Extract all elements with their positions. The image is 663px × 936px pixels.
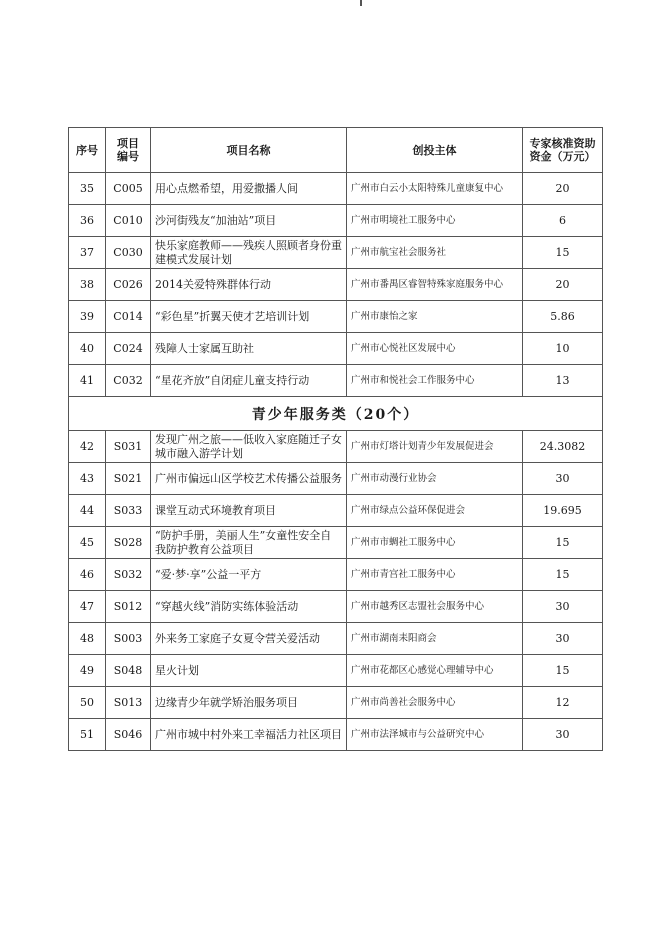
category-row <box>69 397 603 431</box>
row-number: 41 <box>69 365 106 397</box>
table-row <box>69 269 603 301</box>
row-code: C024 <box>106 333 151 365</box>
row-project-name: 用心点燃希望，用爱撒播人间 <box>151 173 347 205</box>
row-organization: 广州市心悦社区发展中心 <box>347 333 523 365</box>
row-organization: 广州市番禺区睿智特殊家庭服务中心 <box>347 269 523 301</box>
row-code: C030 <box>106 237 151 269</box>
row-fund: 15 <box>523 559 603 591</box>
row-number: 46 <box>69 559 106 591</box>
header-org: 创投主体 <box>347 128 523 173</box>
row-project-name: 快乐家庭教师——残疾人照顾者身份重建模式发展计划 <box>151 237 347 269</box>
row-fund: 15 <box>523 655 603 687</box>
row-organization: 广州市航宝社会服务社 <box>347 237 523 269</box>
row-number: 48 <box>69 623 106 655</box>
row-code: S021 <box>106 463 151 495</box>
row-organization: 广州市绿点公益环保促进会 <box>347 495 523 527</box>
row-project-name: 广州市偏远山区学校艺术传播公益服务 <box>151 463 347 495</box>
row-number: 51 <box>69 719 106 751</box>
row-code: S048 <box>106 655 151 687</box>
table-header-row <box>69 128 603 173</box>
header-fund: 专家核准资助资金（万元） <box>523 128 603 173</box>
row-organization: 广州市湖南耒阳商会 <box>347 623 523 655</box>
row-fund: 30 <box>523 463 603 495</box>
row-number: 36 <box>69 205 106 237</box>
row-number: 38 <box>69 269 106 301</box>
row-code: C005 <box>106 173 151 205</box>
row-fund: 12 <box>523 687 603 719</box>
row-project-name: “穿越火线”消防实练体验活动 <box>151 591 347 623</box>
row-organization: 广州市越秀区志盟社会服务中心 <box>347 591 523 623</box>
row-organization: 广州市和悦社会工作服务中心 <box>347 365 523 397</box>
table-row <box>69 591 603 623</box>
table-row <box>69 173 603 205</box>
row-organization: 广州市市蜩社工服务中心 <box>347 527 523 559</box>
row-number: 42 <box>69 431 106 463</box>
table-row <box>69 205 603 237</box>
header-no: 序号 <box>69 128 106 173</box>
row-code: C010 <box>106 205 151 237</box>
row-project-name: 发现广州之旅——低收入家庭随迁子女城市融入游学计划 <box>151 431 347 463</box>
row-code: C032 <box>106 365 151 397</box>
row-fund: 6 <box>523 205 603 237</box>
row-fund: 15 <box>523 237 603 269</box>
row-project-name: “爱·梦·享”公益一平方 <box>151 559 347 591</box>
row-project-name: “星花齐放”自闭症儿童支持行动 <box>151 365 347 397</box>
table-row <box>69 719 603 751</box>
row-organization: 广州市康怡之家 <box>347 301 523 333</box>
table-row <box>69 559 603 591</box>
row-number: 37 <box>69 237 106 269</box>
row-fund: 19.695 <box>523 495 603 527</box>
row-project-name: 课堂互动式环境教育项目 <box>151 495 347 527</box>
table-row <box>69 301 603 333</box>
row-fund: 24.3082 <box>523 431 603 463</box>
row-number: 44 <box>69 495 106 527</box>
table-row <box>69 527 603 559</box>
row-project-name: “防护手册，美丽人生”女童性安全自我防护教育公益项目 <box>151 527 347 559</box>
row-organization: 广州市花都区心感觉心理辅导中心 <box>347 655 523 687</box>
row-code: S031 <box>106 431 151 463</box>
row-code: S046 <box>106 719 151 751</box>
row-number: 49 <box>69 655 106 687</box>
row-project-name: 广州市城中村外来工幸福活力社区项目 <box>151 719 347 751</box>
row-number: 43 <box>69 463 106 495</box>
row-code: S003 <box>106 623 151 655</box>
row-project-name: 边缘青少年就学矫治服务项目 <box>151 687 347 719</box>
row-fund: 15 <box>523 527 603 559</box>
row-code: S032 <box>106 559 151 591</box>
row-code: C026 <box>106 269 151 301</box>
table-row <box>69 431 603 463</box>
row-project-name: 外来务工家庭子女夏令营关爱活动 <box>151 623 347 655</box>
table-row <box>69 237 603 269</box>
row-fund: 30 <box>523 623 603 655</box>
row-number: 50 <box>69 687 106 719</box>
row-organization: 广州市灯塔计划青少年发展促进会 <box>347 431 523 463</box>
header-name: 项目名称 <box>151 128 347 173</box>
row-code: C014 <box>106 301 151 333</box>
header-code: 项目编号 <box>106 128 151 173</box>
row-code: S033 <box>106 495 151 527</box>
row-fund: 20 <box>523 269 603 301</box>
table-row <box>69 687 603 719</box>
row-fund: 10 <box>523 333 603 365</box>
row-code: S012 <box>106 591 151 623</box>
row-project-name: 2014关爱特殊群体行动 <box>151 269 347 301</box>
row-organization: 广州市青宫社工服务中心 <box>347 559 523 591</box>
table-row <box>69 463 603 495</box>
row-code: S013 <box>106 687 151 719</box>
row-fund: 30 <box>523 719 603 751</box>
page-top-mark <box>360 0 362 6</box>
row-number: 35 <box>69 173 106 205</box>
row-project-name: 星火计划 <box>151 655 347 687</box>
row-project-name: 沙河街残友“加油站”项目 <box>151 205 347 237</box>
row-organization: 广州市动漫行业协会 <box>347 463 523 495</box>
row-number: 47 <box>69 591 106 623</box>
row-fund: 5.86 <box>523 301 603 333</box>
row-fund: 20 <box>523 173 603 205</box>
row-number: 45 <box>69 527 106 559</box>
row-organization: 广州市白云小太阳特殊儿童康复中心 <box>347 173 523 205</box>
table-row <box>69 333 603 365</box>
row-organization: 广州市明境社工服务中心 <box>347 205 523 237</box>
row-number: 39 <box>69 301 106 333</box>
row-code: S028 <box>106 527 151 559</box>
table-row <box>69 365 603 397</box>
row-project-name: 残障人士家属互助社 <box>151 333 347 365</box>
row-organization: 广州市法泽城市与公益研究中心 <box>347 719 523 751</box>
row-project-name: “彩色星”折翼天使才艺培训计划 <box>151 301 347 333</box>
table-row <box>69 623 603 655</box>
project-table <box>68 127 603 751</box>
table-row <box>69 655 603 687</box>
table-row <box>69 495 603 527</box>
row-fund: 30 <box>523 591 603 623</box>
row-fund: 13 <box>523 365 603 397</box>
row-number: 40 <box>69 333 106 365</box>
category-title: 青少年服务类（20个） <box>69 397 603 431</box>
row-organization: 广州市尚善社会服务中心 <box>347 687 523 719</box>
